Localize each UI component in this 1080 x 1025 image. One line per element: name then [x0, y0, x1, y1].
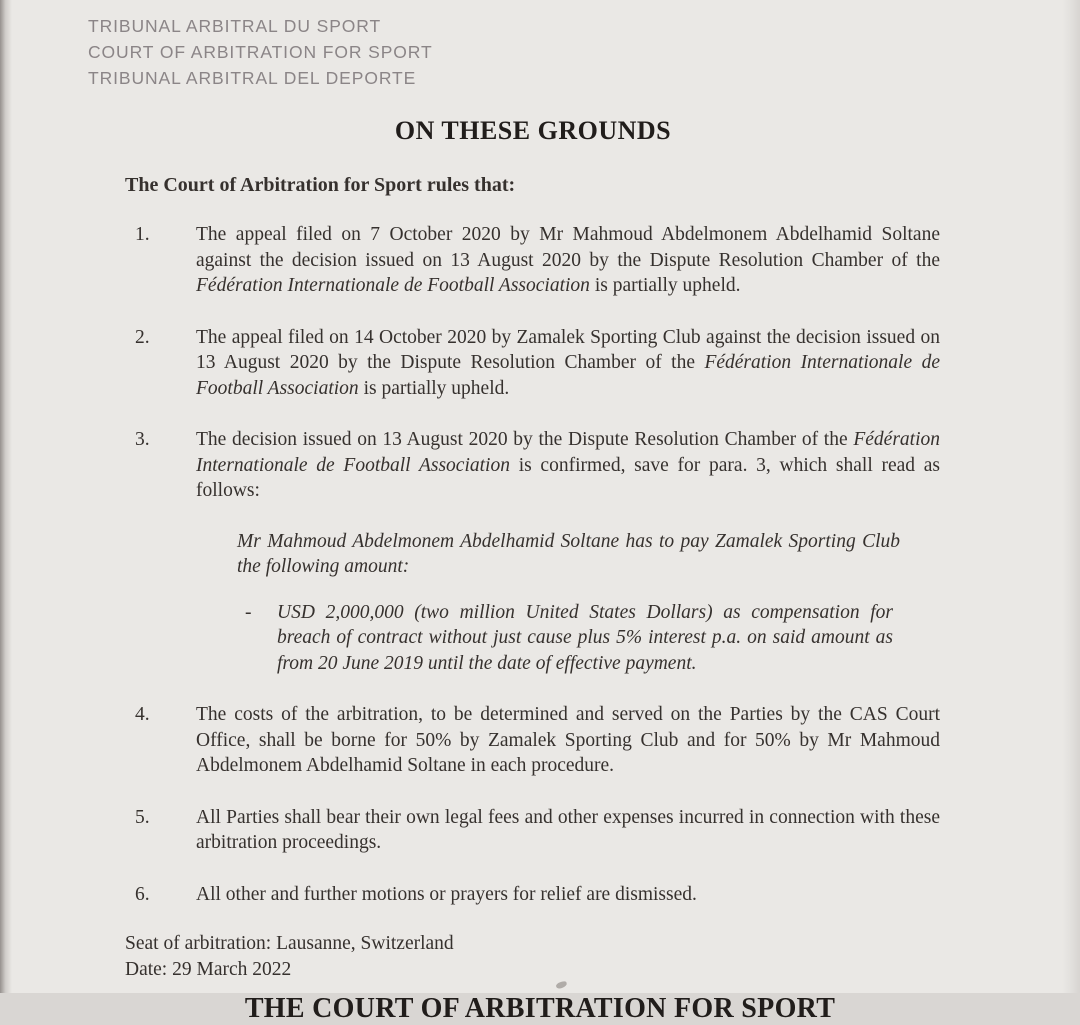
- ruling-item-6: [135, 882, 940, 908]
- ruling-text: The appeal filed on 14 October 2020 by Zamalek Sporting Club against the decision issued on 13 August 2020 by the Dispute Resolution Chamber of the Fédération Internationale de Football Association is partially upheld.: [196, 326, 940, 399]
- ruling-item-5: [135, 805, 940, 856]
- letterhead-line-french: TRIBUNAL ARBITRAL DU SPORT: [88, 16, 382, 36]
- ruling-number: 2.: [135, 326, 150, 348]
- page-left-edge-shadow: [0, 0, 12, 993]
- letterhead-line-spanish: TRIBUNAL ARBITRAL DEL DEPORTE: [88, 68, 417, 88]
- ruling-number: 3.: [135, 429, 150, 450]
- ruling-item-3: [135, 427, 940, 504]
- ruling-number: 4.: [135, 704, 150, 725]
- ruling-text: The appeal filed on 7 October 2020 by Mr Mahmoud Abdelmonem Abdelhamid Soltane against the decision issued on 13 August 2020 by the Dispute Resolution Chamber of the Fédération Internationale de Football Association is partially upheld.: [196, 224, 940, 296]
- ruling-item-2: [135, 325, 940, 402]
- ruling-item-4: [135, 702, 940, 779]
- ruling-number: 5.: [135, 806, 150, 828]
- ruling-item-1: [135, 222, 940, 299]
- letterhead-line-english: COURT OF ARBITRATION FOR SPORT: [88, 42, 433, 62]
- section-title: ON THESE GROUNDS: [394, 116, 672, 145]
- quoted-paragraph: Mr Mahmoud Abdelmonem Abdelhamid Soltane has to pay Zamalek Sporting Club the following amount:: [237, 530, 900, 577]
- ruling-text: All other and further motions or prayers for relief are dismissed.: [196, 883, 697, 905]
- ruling-intro: The Court of Arbitration for Sport rules that:: [125, 174, 516, 196]
- footer-heading: THE COURT OF ARBITRATION FOR SPORT: [244, 993, 836, 1024]
- ruling-number: 6.: [135, 883, 150, 905]
- ruling-date: Date: 29 March 2022: [125, 958, 292, 980]
- arbitration-meta: [125, 931, 1080, 982]
- ruling-text: The costs of the arbitration, to be determined and served on the Parties by the CAS Court Office, shall be borne for 50% by Zamalek Sporting Club and for 50% by Mr Mahmoud Abdelmonem Abdelhamid Soltane in each procedure.: [196, 704, 940, 776]
- quoted-bullet-item: [245, 600, 893, 677]
- ruling-number: 1.: [135, 224, 150, 245]
- ruling-text: All Parties shall bear their own legal fees and other expenses incurred in connection with these arbitration proceedings.: [196, 806, 940, 853]
- page-right-edge-shadow: [1062, 0, 1080, 993]
- ruling-text: The decision issued on 13 August 2020 by the Dispute Resolution Chamber of the Fédération Internationale de Football Association is confirmed, save for para. 3, which shall read as follows:: [196, 429, 940, 501]
- rulings-list: [135, 222, 940, 907]
- bullet-dash: -: [245, 601, 252, 623]
- bullet-text: USD 2,000,000 (two million United States Dollars) as compensation for breach of contract without just cause plus 5% interest p.a. on said amount as from 20 June 2019 until the date of effective payment.: [277, 601, 893, 674]
- seat-of-arbitration: Seat of arbitration: Lausanne, Switzerland: [125, 933, 454, 954]
- letterhead: [0, 0, 1080, 91]
